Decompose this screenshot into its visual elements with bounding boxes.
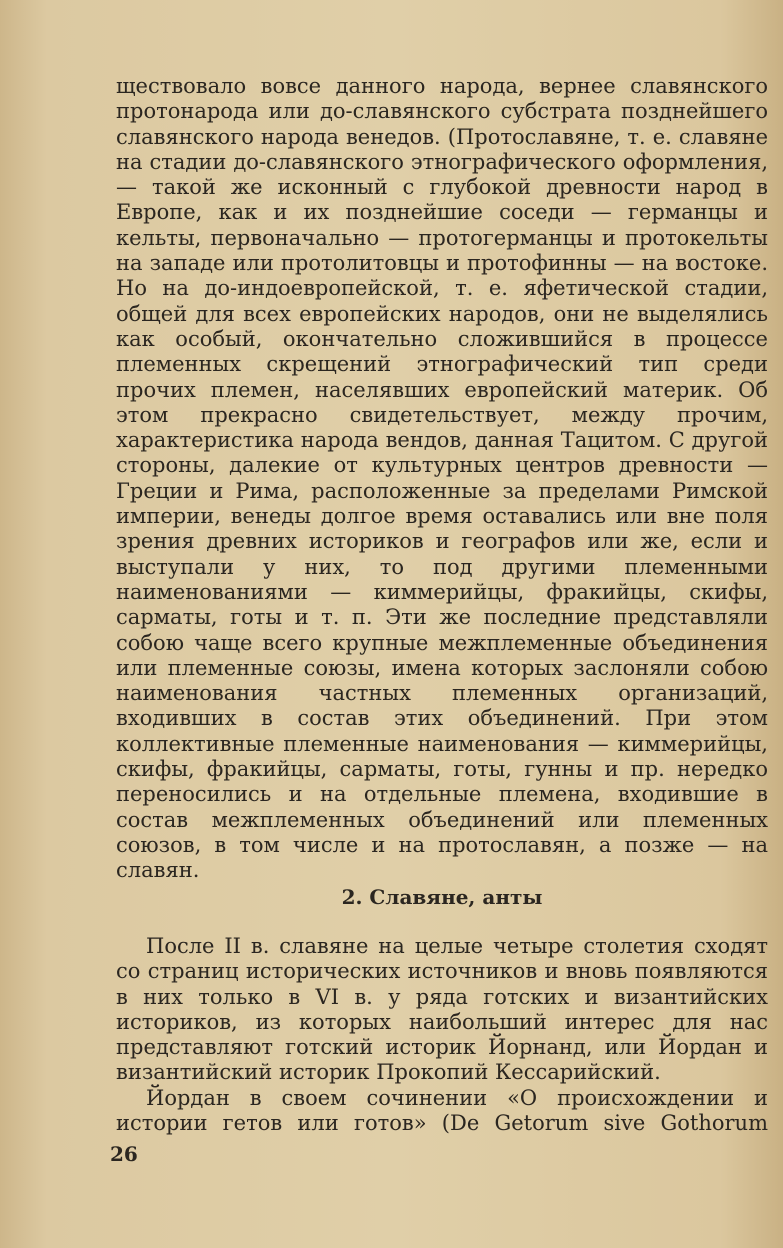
section-heading: 2. Славяне, анты xyxy=(341,885,543,909)
body-text-section xyxy=(116,934,768,1136)
paragraph-continued: ществовало вовсе данного народа, вернее славянского протонарода или до-славянского субстрата позднейшего славянского народа венедов. (Протославяне, т. е. славяне на стадии до-славянского этнографического оформления, — такой же исконный с глубокой древности народ в Европе, как и их позднейшие соседи — германцы и кельты, первоначально — протогерманцы и протокельты на западе или протолитовцы и протофинны — на востоке. Но на до-индоевропейской, т. е. яфетической стадии, общей для всех европейских народов, они не выделялись как особый, окончательно сложившийся в процессе племенных скрещений этнографический тип среди прочих племен, населявших европейский материк. Об этом прекрасно свидетельствует, между прочим, характеристика народа вендов, данная Тацитом. С другой стороны, далекие от культурных центров древности — Греции и Рима, расположенные за пределами Римской империи, венеды долгое время оставались или вне поля зрения древних историков и географов или же, если и выступали у них, то под другими племенными наименованиями — киммерийцы, фракийцы, скифы, сарматы, готы и т. п. Эти же последние представляли собою чаще всего крупные межплеменные объединения или племенные союзы, имена которых заслоняли собою наименования частных племенных организаций, входивших в состав этих объединений. При этом коллективные племенные наименования — киммерийцы, скифы, фракийцы, сарматы, готы, гунны и пр. нередко переносились и на отдельные племена, входившие в состав межплеменных объединений или племенных союзов, в том числе и на протославян, а позже — на славян. xyxy=(116,74,768,883)
page-number: 26 xyxy=(110,1142,138,1166)
body-text-top xyxy=(116,74,768,884)
paragraph-jordan: Йордан в своем сочинении «О происхождении и истории гетов или готов» (De Getorum sive Gothorum xyxy=(116,1085,768,1136)
paragraph-after-heading: После II в. славяне на целые четыре столетия сходят со страниц исторических источников и вновь появляются в них только в VI в. у ряда готских и византийских историков, из которых наибольший интерес для нас представляют готский историк Йорнанд, или Йордан и византийский историк Прокопий Кессарийский. xyxy=(116,934,768,1085)
